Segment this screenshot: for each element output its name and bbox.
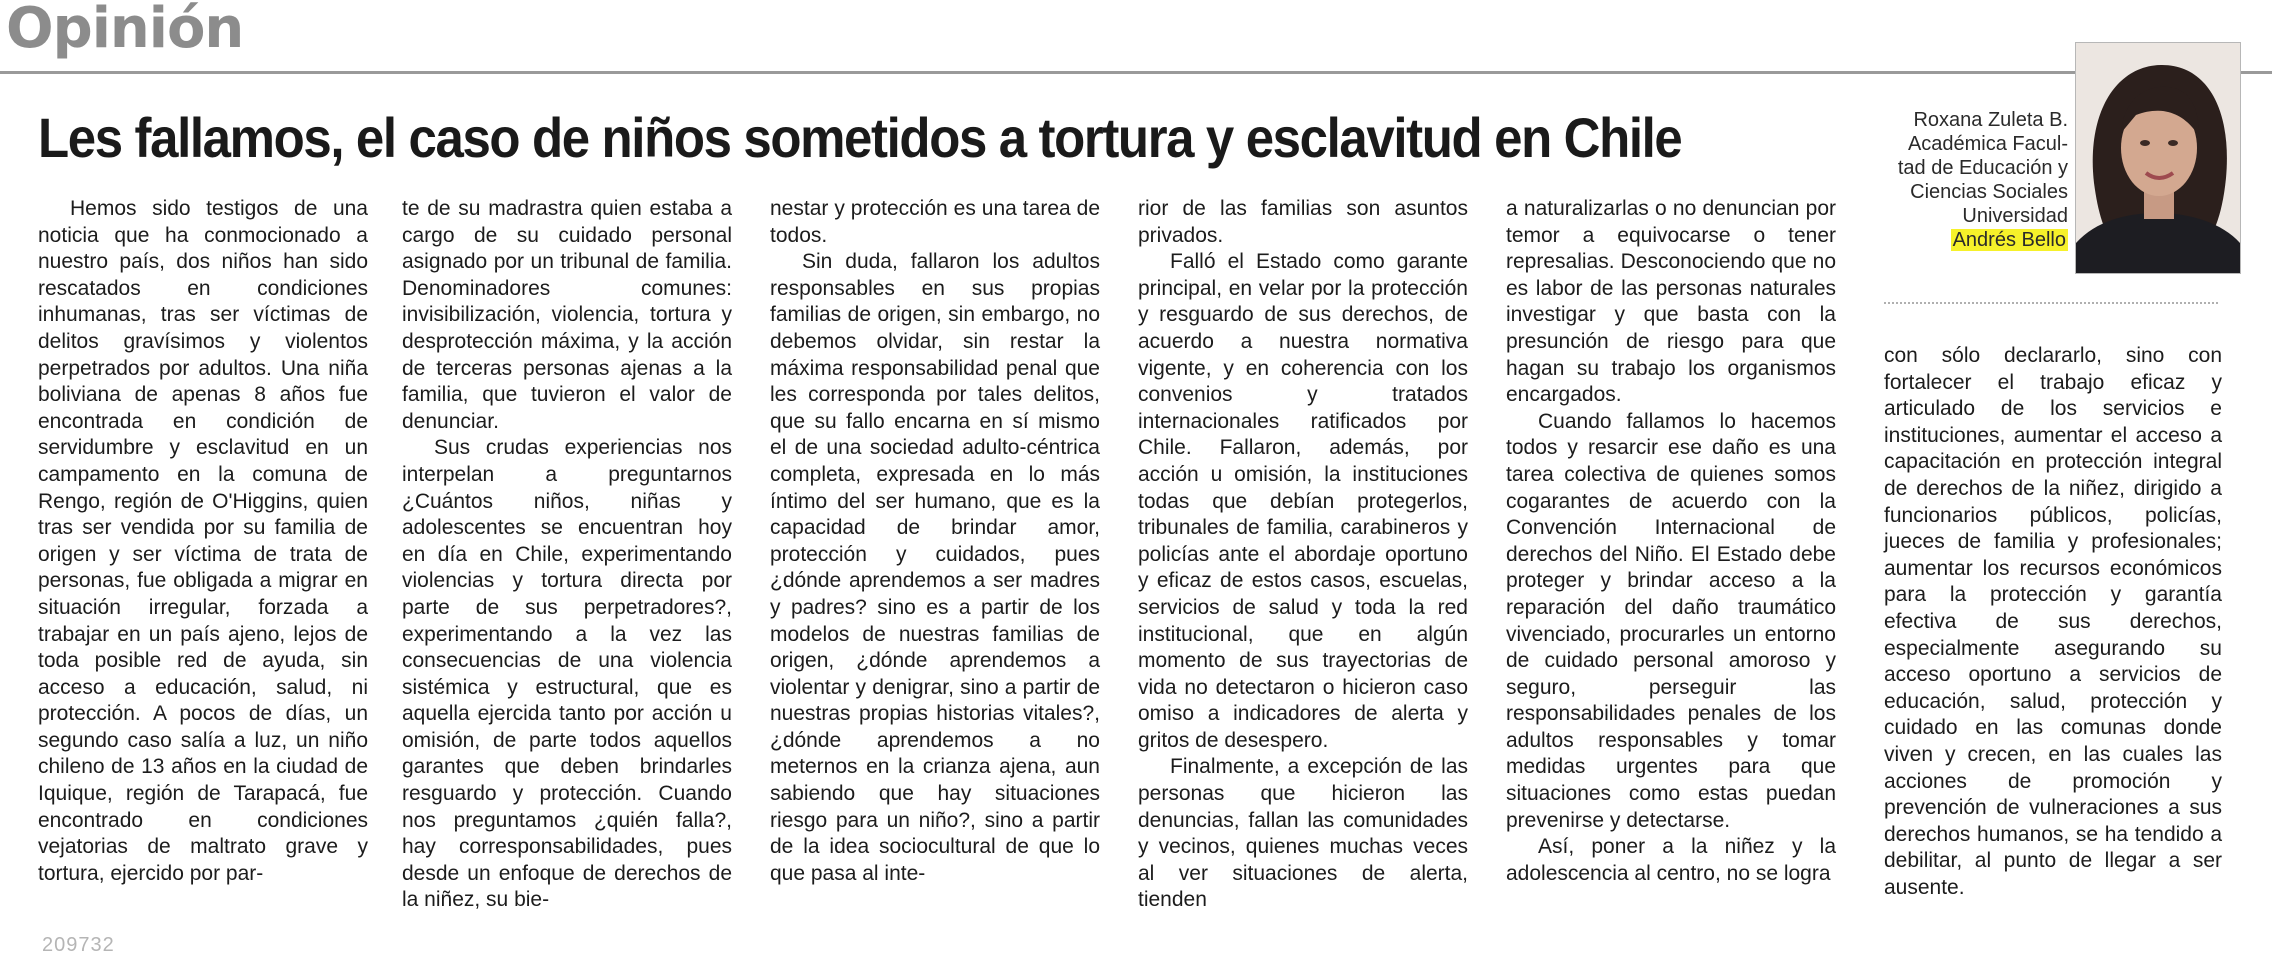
section-label: Opinión xyxy=(6,0,244,61)
author-photo xyxy=(2075,42,2241,274)
article-paragraph: te de su madrastra quien estaba a cargo de su cuidado personal asignado por un tribunal de familia. Denominadores comunes: invisibilización, violencia, tortura y desprotección máxima, y la acción de terceras personas ajenas a la familia, que tuvieron el valor de denunciar. xyxy=(402,197,732,433)
article-paragraph: Falló el Estado como garante principal, en velar por la protección y resguardo de sus derechos, de acuerdo a nuestra normativa vigente, y en coherencia con los convenios y tratados internacionales ratificados por Chile. Fallaron, además, por acción u omisión, la instituciones todas que debían protegerlos, tribunales de familia, carabineros y policías ante el abordaje oportuno y eficaz de estos casos, escuelas, servicios de salud y toda la red institucional, que en algún momento de sus trayectorias de vida no detectaron o hicieron caso omiso a indicadores de alerta y gritos de desespero. xyxy=(1138,250,1468,752)
article-column-2 xyxy=(402,196,732,914)
author-role-line: Universidad xyxy=(1962,205,2068,227)
byline-divider xyxy=(1884,302,2218,304)
author-byline xyxy=(1870,108,2068,252)
article-paragraph: Finalmente, a excepción de las personas que hicieron las denuncias, fallan las comunidades y vecinos, quienes muchas veces al ver situaciones de alerta, tienden xyxy=(1138,755,1468,912)
article-column-3 xyxy=(770,196,1100,887)
author-portrait-icon xyxy=(2076,43,2240,273)
article-column-1 xyxy=(38,196,368,887)
article-paragraph: nestar y protección es una tarea de todos. xyxy=(770,197,1100,247)
article-column-4 xyxy=(1138,196,1468,914)
page-code: 209732 xyxy=(42,934,115,956)
article-paragraph: rior de las familias son asuntos privados. xyxy=(1138,197,1468,247)
article-paragraph: con sólo declararlo, sino con fortalecer el trabajo eficaz y articulado de los servicios e instituciones, aumentar el acceso a capacitación en protección integral de derechos de la niñez, dirigido a funcionarios públicos, policías, jueces de familia y profesionales; aumentar los recursos económicos para la protección y garantía efectiva de sus derechos, especialmente asegurando su acceso oportuno a servicios de educación, salud, protección y cuidado en las comunas donde viven y crecen, en las cuales las acciones de promoción y prevención de vulneraciones a sus derechos humanos, se ha tendido a debilitar, al punto de llegar a ser ausente. xyxy=(1884,344,2222,899)
article-paragraph: Así, poner a la niñez y la adolescencia al centro, no se logra xyxy=(1506,835,1836,885)
article-column-5 xyxy=(1506,196,1836,887)
article-paragraph: Sus crudas experiencias nos interpelan a preguntarnos ¿Cuántos niños, niñas y adolescentes se encuentran hoy en día en Chile, experimentando violencias y tortura directa por parte de sus perpetradores?, experimentando a la vez las consecuencias de una violencia sistémica y estructural, que es aquella ejercida tanto por acción u omisión, de parte todos aquellos garantes que deben brindarles resguardo y protección. Cuando nos preguntamos ¿quién falla?, hay corresponsabilidades, pues desde un enfoque de derechos de la niñez, su bie- xyxy=(402,436,732,912)
author-name: Roxana Zuleta B. xyxy=(1913,109,2068,131)
article-paragraph: Sin duda, fallaron los adultos responsables en sus propias familias de origen, sin embargo, no debemos olvidar, sin restar la máxima responsabilidad penal que les corresponda por tales delitos, que su fallo encarna en sí mismo el de una sociedad adulto-céntrica completa, expresada en lo más íntimo del ser humano, que es la capacidad de brindar amor, protección y cuidados, pues ¿dónde aprendemos a ser madres y padres? sino es a partir de los modelos de nuestras familias de origen, ¿dónde aprendemos a violentar y denigrar, sino a partir de nuestras propias historias vitales?, ¿dónde aprendemos a no meternos en la crianza ajena, aun sabiendo que hay situaciones riesgo para un niño?, sino a partir de la idea sociocultural de que lo que pasa al inte- xyxy=(770,250,1100,885)
author-role-line: tad de Educación y xyxy=(1897,157,2068,179)
author-role-line: Ciencias Sociales xyxy=(1910,181,2068,203)
author-role-line: Académica Facul- xyxy=(1907,133,2068,155)
headline: Les fallamos, el caso de niños sometidos a tortura y esclavitud en Chile xyxy=(38,106,1682,169)
section-rule xyxy=(0,71,2272,74)
article-paragraph: a naturalizarlas o no denuncian por temor a equivocarse o tener represalias. Desconociendo que no es labor de las personas naturales investigar y que basta con la presunción de riesgo para que hagan su trabajo los organismos encargados. xyxy=(1506,197,1836,407)
article-paragraph: Cuando fallamos lo hacemos todos y resarcir ese daño es una tarea colectiva de quienes somos cogarantes de acuerdo con la Convención Internacional de derechos del Niño. El Estado debe proteger y brindar acceso a la reparación del daño traumático vivenciado, procurarles un entorno de cuidado personal amoroso y seguro, perseguir las responsabilidades penales de los adultos responsables y tomar medidas urgentes para que situaciones como estas puedan prevenirse y detectarse. xyxy=(1506,409,1836,832)
author-university: Andrés Bello xyxy=(1952,229,2066,251)
article-paragraph: Hemos sido testigos de una noticia que ha conmocionado a nuestro país, dos niños han sido rescatados en condiciones inhumanas, tras ser víctimas de delitos gravísimos y violentos perpetrados por adultos. Una niña boliviana de apenas 8 años fue encontrada en condición de servidumbre y esclavitud en un campamento en la comuna de Rengo, región de O'Higgins, quien tras ser vendida por su familia de origen y ser víctima de trata de personas, fue obligada a migrar en situación irregular, forzada a trabajar en un país ajeno, lejos de toda posible red de ayuda, sin acceso a educación, salud, ni protección. A pocos de días, un segundo caso salía a luz, un niño chileno de 13 años en la ciudad de Iquique, región de Tarapacá, fue encontrado en condiciones vejatorias de maltrato grave y tortura, ejercido por par- xyxy=(38,197,368,885)
article-column-6 xyxy=(1884,343,2222,901)
